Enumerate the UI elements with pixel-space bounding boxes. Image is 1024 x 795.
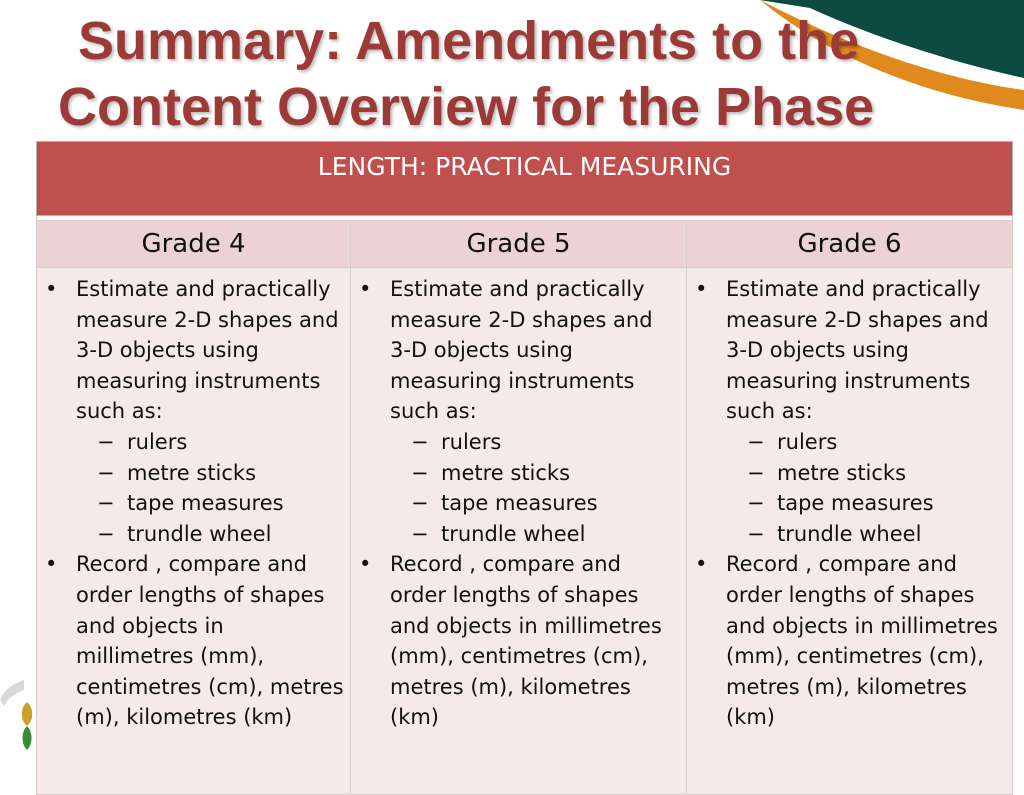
list-item <box>390 519 680 550</box>
instrument-item: trundle wheel <box>127 521 272 546</box>
content-row <box>37 268 1013 795</box>
list-item <box>390 488 680 519</box>
dash-glyph: − <box>97 429 115 454</box>
grade-header-row <box>37 221 1013 268</box>
list-item <box>45 274 344 549</box>
slide-title <box>58 8 958 140</box>
list-item <box>390 458 680 489</box>
estimate-measure-text: Estimate and practically measure 2-D shapes and 3-D objects using measuring instruments such as: <box>390 277 653 424</box>
instrument-item: tape measures <box>441 491 598 516</box>
list-item <box>76 427 344 458</box>
record-compare-text: Record , compare and order lengths of shapes and objects in millimetres (mm), centimetres (cm), metres (m), kilometres (km) <box>76 552 344 730</box>
estimate-measure-text: Estimate and practically measure 2-D shapes and 3-D objects using measuring instruments such as: <box>76 277 339 424</box>
bullet-glyph: • <box>45 277 58 301</box>
list-item <box>45 549 344 733</box>
instrument-item: metre sticks <box>127 460 257 485</box>
grade-4-header: Grade 4 <box>37 221 351 268</box>
record-compare-text: Record , compare and order lengths of shapes and objects in millimetres (mm), centimetres (cm), metres (m), kilometres (km) <box>390 552 662 730</box>
dash-glyph: − <box>411 521 429 546</box>
list-item <box>76 458 344 489</box>
logo-emblem <box>18 700 36 756</box>
list-item <box>695 274 1006 549</box>
instrument-item: rulers <box>777 429 838 454</box>
record-compare-text: Record , compare and order lengths of shapes and objects in millimetres (mm), centimetres (cm), metres (m), kilometres (km) <box>726 552 998 730</box>
instrument-item: metre sticks <box>777 460 907 485</box>
slide-title-line-1: Summary: Amendments to the <box>78 11 860 71</box>
bullet-glyph: • <box>45 552 58 577</box>
dash-glyph: − <box>97 460 115 485</box>
dash-glyph: − <box>747 521 765 546</box>
slide-title-line-2: Content Overview for the Phase <box>58 77 875 137</box>
table-banner: LENGTH: PRACTICAL MEASURING <box>37 142 1013 216</box>
grade-6-header: Grade 6 <box>687 221 1013 268</box>
bullet-glyph: • <box>359 277 372 301</box>
grade-6-content <box>687 268 1013 795</box>
dash-glyph: − <box>411 460 429 485</box>
bullet-glyph: • <box>695 277 708 301</box>
list-item <box>695 549 1006 733</box>
instrument-item: trundle wheel <box>441 521 586 546</box>
dash-glyph: − <box>97 491 115 516</box>
dash-glyph: − <box>747 429 765 454</box>
list-item <box>726 488 1006 519</box>
dash-glyph: − <box>411 429 429 454</box>
dash-glyph: − <box>747 491 765 516</box>
estimate-measure-text: Estimate and practically measure 2-D shapes and 3-D objects using measuring instruments such as: <box>726 277 989 424</box>
dash-glyph: − <box>97 521 115 546</box>
list-item <box>359 274 680 549</box>
dash-glyph: − <box>747 460 765 485</box>
instrument-item: tape measures <box>777 491 934 516</box>
content-table <box>36 141 1013 795</box>
grade-5-content <box>351 268 687 795</box>
instrument-item: tape measures <box>127 491 284 516</box>
bullet-glyph: • <box>359 552 372 577</box>
grade-5-header: Grade 5 <box>351 221 687 268</box>
instrument-item: trundle wheel <box>777 521 922 546</box>
grade-4-content <box>37 268 351 795</box>
instrument-item: metre sticks <box>441 460 571 485</box>
dash-glyph: − <box>411 491 429 516</box>
list-item <box>726 427 1006 458</box>
list-item <box>726 458 1006 489</box>
instrument-item: rulers <box>441 429 502 454</box>
list-item <box>76 519 344 550</box>
list-item <box>726 519 1006 550</box>
list-item <box>359 549 680 733</box>
instrument-item: rulers <box>127 429 188 454</box>
list-item <box>76 488 344 519</box>
bullet-glyph: • <box>695 552 708 577</box>
list-item <box>390 427 680 458</box>
